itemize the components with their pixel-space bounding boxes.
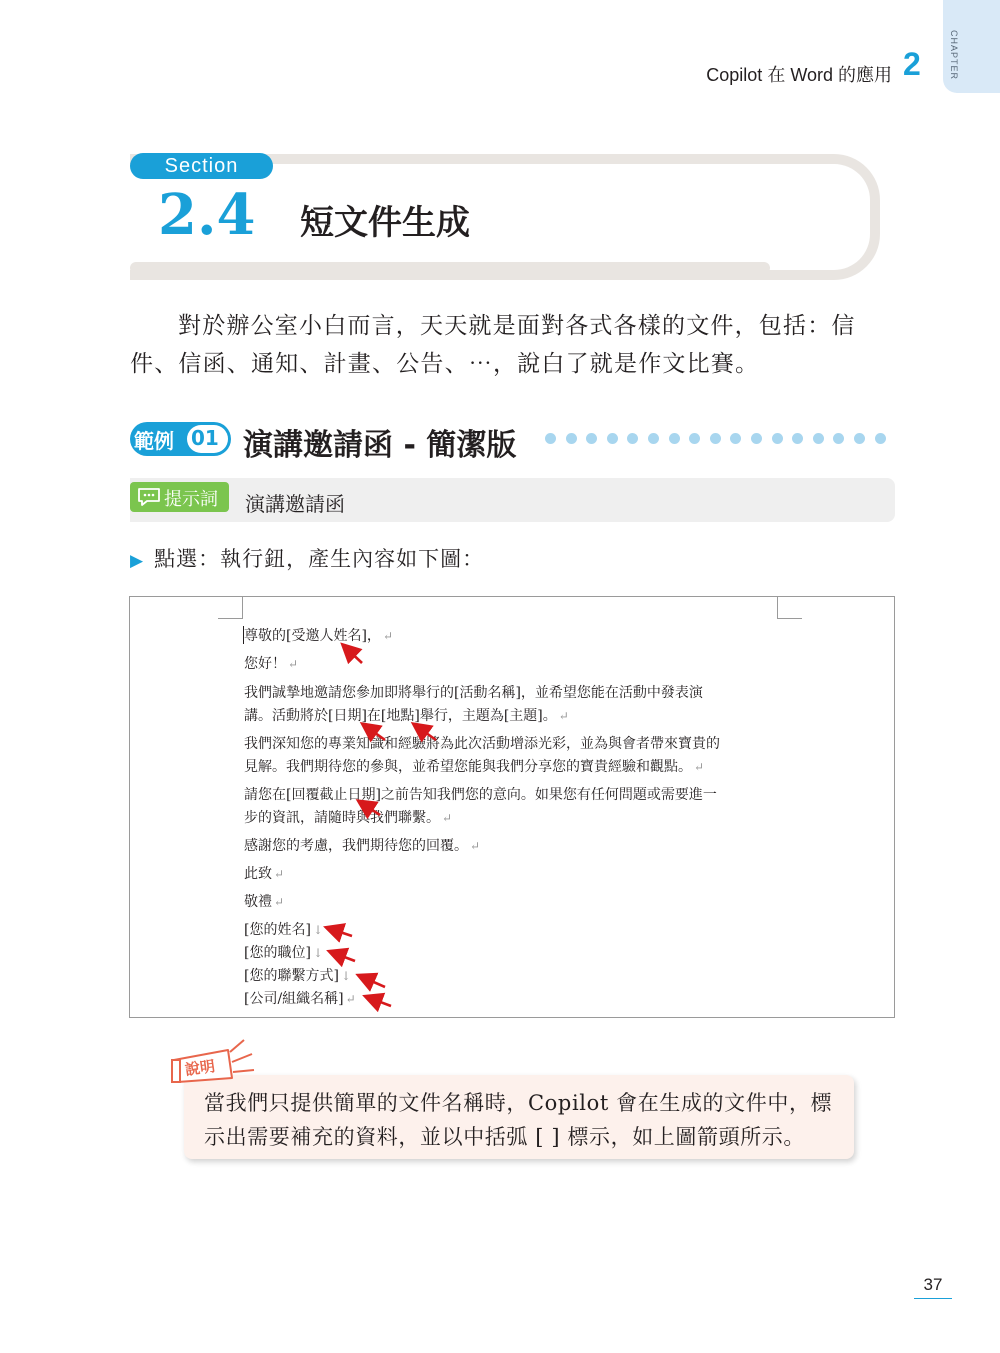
rule-dot	[854, 433, 865, 444]
doc-line: 講。活動將於[日期]在[地點]舉行，主題為[主題]。 ↵	[244, 708, 569, 724]
doc-line: 見解。我們期待您的參與，並希望您能與我們分享您的寶貴經驗和觀點。 ↵	[244, 759, 705, 775]
rule-dot	[710, 433, 721, 444]
doc-line: 感謝您的考慮，我們期待您的回覆。 ↵	[244, 838, 481, 854]
doc-line: 敬禮 ↵	[244, 894, 285, 910]
doc-line: 此致 ↵	[244, 866, 285, 882]
example-label: 範例	[134, 429, 174, 453]
rule-dot	[607, 433, 618, 444]
page-corner-mark-right	[777, 596, 802, 619]
note-badge-label: 說明	[183, 1056, 217, 1079]
page-corner-mark-left	[218, 596, 243, 619]
doc-line: 您好！ ↵	[244, 656, 299, 672]
step-instruction	[130, 543, 484, 573]
rule-dot	[586, 433, 597, 444]
section-number: 2.4	[158, 182, 256, 248]
doc-line: 我們深知您的專業知識和經驗將為此次活動增添光彩，並為與會者帶來寶貴的	[244, 736, 720, 752]
chapter-label: CHAPTER	[949, 30, 959, 81]
rule-dot	[669, 433, 680, 444]
page-number: 37	[914, 1275, 952, 1299]
rule-dot	[792, 433, 803, 444]
prompt-text: 演講邀請函	[245, 492, 345, 516]
rule-dot	[648, 433, 659, 444]
dotted-rule	[545, 433, 886, 444]
rule-dot	[566, 433, 577, 444]
rule-dot	[875, 433, 886, 444]
note-line-2: 示出需要補充的資料，並以中括弧 [ ] 標示，如上圖箭頭所示。	[204, 1125, 806, 1149]
note-line-1: 當我們只提供簡單的文件名稱時，Copilot 會在生成的文件中，標	[204, 1091, 833, 1115]
rule-dot	[730, 433, 741, 444]
section-banner-underline	[130, 262, 770, 274]
doc-line: 請您在[回覆截止日期]之前告知我們您的意向。如果您有任何問題或需要進一	[244, 787, 717, 803]
chat-bubble-icon	[137, 487, 161, 511]
intro-line-1: 對於辦公室小白而言，天天就是面對各式各樣的文件，包括：信	[178, 313, 856, 339]
doc-line: [您的職位] ↓	[244, 945, 323, 961]
doc-line: [公司/組織名稱] ↵	[244, 991, 356, 1007]
running-title: Copilot 在 Word 的應用	[706, 65, 892, 85]
doc-line: [您的聯繫方式] ↓	[244, 968, 351, 984]
prompt-label: 提示詞	[164, 489, 218, 510]
rule-dot	[813, 433, 824, 444]
rule-dot	[545, 433, 556, 444]
section-title: 短文件生成	[300, 203, 470, 243]
rule-dot	[772, 433, 783, 444]
section-label: Section	[130, 153, 273, 179]
chapter-number: 2	[903, 46, 921, 82]
doc-line: 尊敬的[受邀人姓名]， ↵	[244, 628, 393, 644]
rule-dot	[689, 433, 700, 444]
doc-line: [您的姓名] ↓	[244, 922, 323, 938]
example-title: 演講邀請函 - 簡潔版	[243, 428, 517, 463]
play-triangle-icon: ▶	[130, 551, 145, 571]
rule-dot	[627, 433, 638, 444]
note-text	[204, 1086, 844, 1154]
doc-line: 我們誠摯地邀請您參加即將舉行的[活動名稱]，並希望您能在活動中發表演	[244, 685, 703, 701]
intro-line-2: 件、信函、通知、計畫、公告、⋯，說白了就是作文比賽。	[130, 351, 760, 377]
doc-line: 步的資訊，請隨時與我們聯繫。 ↵	[244, 810, 453, 826]
example-number: 01	[191, 426, 219, 450]
step-text: 點選：執行鈕，產生內容如下圖：	[154, 547, 485, 571]
rule-dot	[751, 433, 762, 444]
rule-dot	[833, 433, 844, 444]
intro-paragraph	[130, 307, 895, 383]
